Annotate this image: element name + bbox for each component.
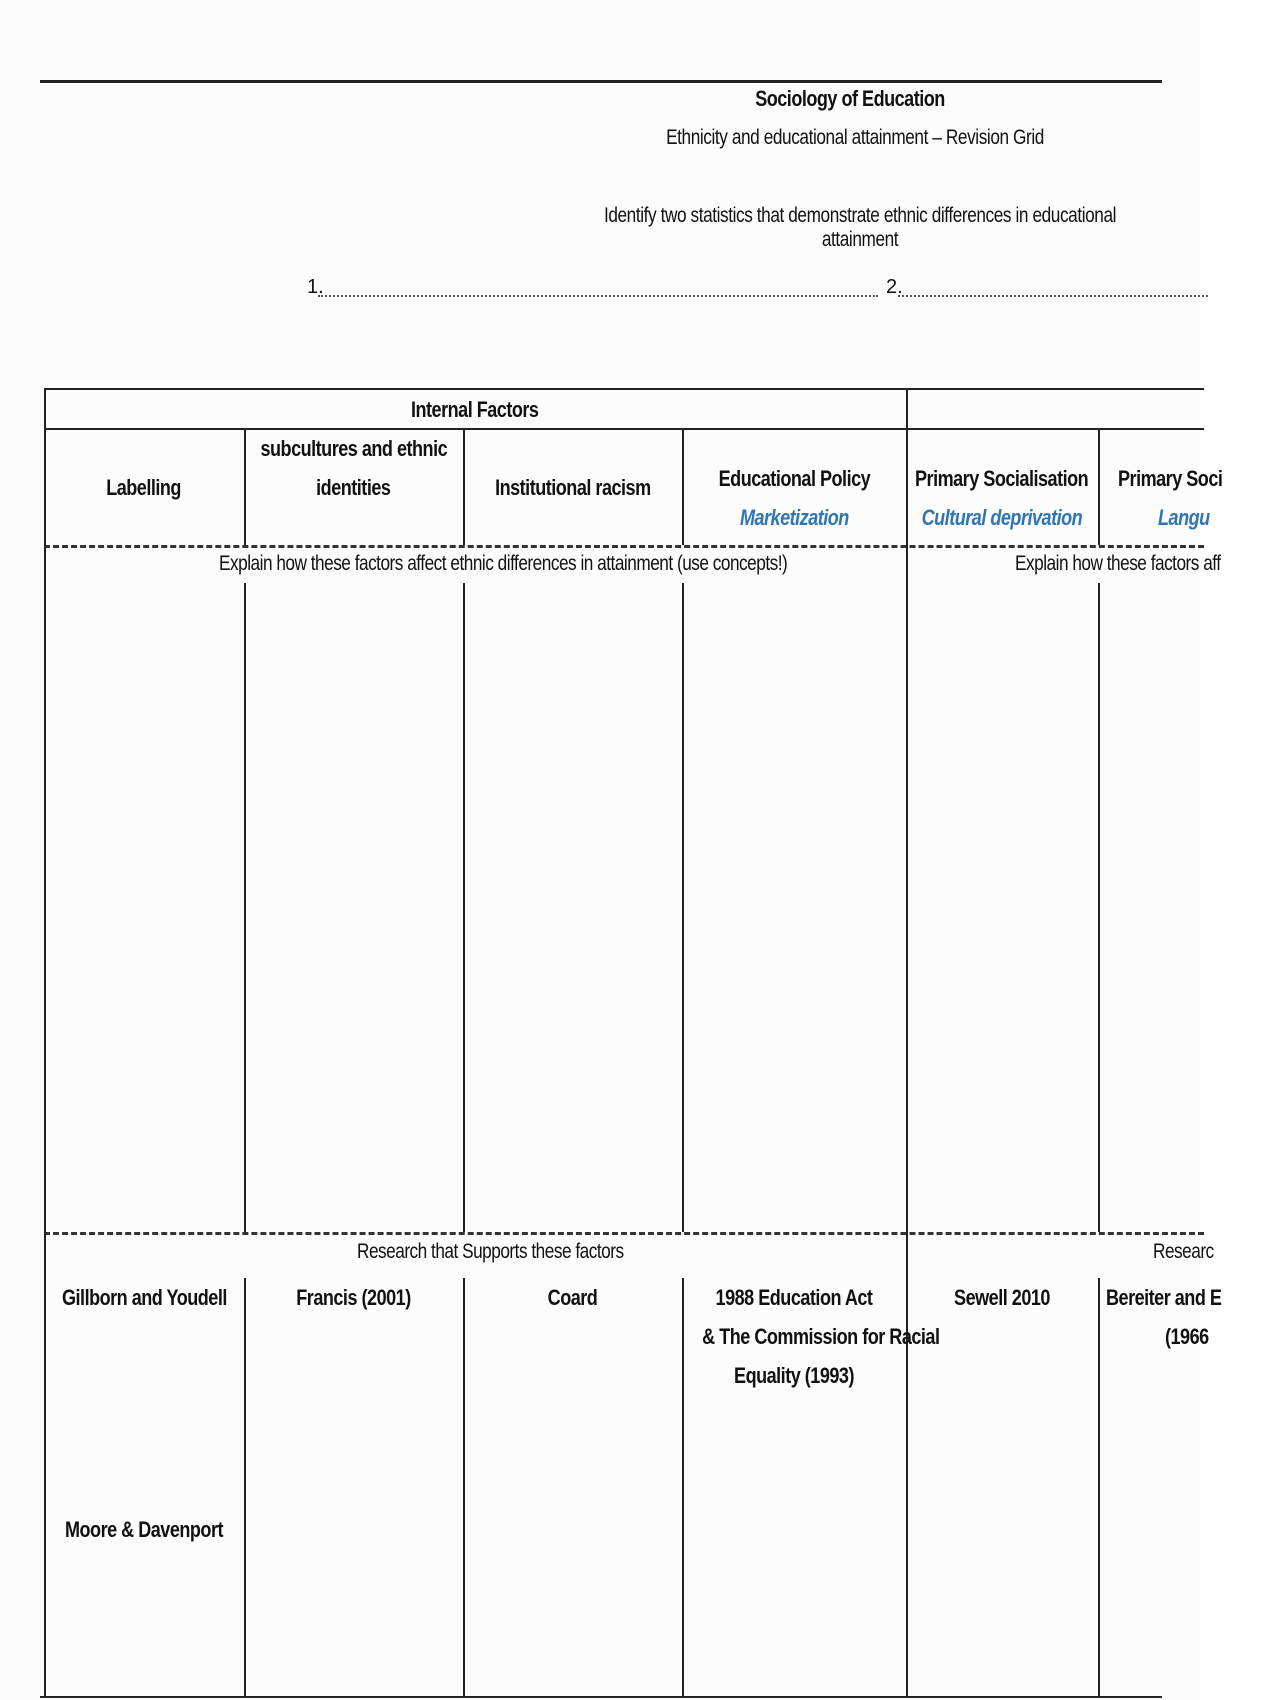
col-header-educational-policy: Educational Policy Marketization [682, 450, 906, 545]
answer-1-label: 1. [307, 276, 324, 298]
research-labelling-1: Gillborn and Youdell [62, 1285, 227, 1310]
research-external-prompt: Researc [1153, 1240, 1214, 1263]
statistics-question: Identify two statistics that demonstrate ethnic differences in educational attainment [603, 204, 1117, 251]
research-educational-policy: 1988 Education Act & The Commission for Racial Equality (1993) [702, 1285, 940, 1388]
answer-cell-labelling[interactable] [46, 585, 242, 1230]
answer-cell-institutional-racism[interactable] [465, 585, 680, 1230]
research-institutional-racism: Coard [547, 1285, 598, 1310]
research-primary-socialisation: Sewell 2010 [954, 1285, 1050, 1310]
research-internal-prompt: Research that Supports these factors [357, 1240, 624, 1263]
answer-2-label: 2. [886, 276, 903, 298]
explain-external-prompt: Explain how these factors aff [1015, 552, 1221, 575]
explain-divider [44, 545, 1204, 548]
top-rule [40, 80, 1162, 83]
col-header-primary-soci-partial: Primary Soci Langu [1118, 465, 1223, 530]
research-subcultures: Francis (2001) [296, 1285, 411, 1310]
answer-cell-primary-socialisation[interactable] [908, 585, 1096, 1230]
answer-cell-educational-policy[interactable] [684, 585, 904, 1230]
col-header-institutional-racism: Institutional racism [494, 475, 651, 500]
document-subtitle: Ethnicity and educational attainment – Revision Grid [666, 126, 1044, 149]
answer-2-line[interactable] [898, 295, 1208, 297]
col-header-subcultures: subcultures and ethnic identities [260, 436, 447, 500]
socialisation-concept-label: Cultural deprivation [921, 504, 1083, 530]
internal-factors-header: Internal Factors [411, 396, 539, 422]
policy-concept-label: Marketization [739, 504, 849, 530]
answer-cell-subcultures[interactable] [246, 585, 461, 1230]
explain-internal-prompt: Explain how these factors affect ethnic differences in attainment (use concepts!) [219, 552, 788, 575]
table-bottom-border [40, 1696, 1162, 1698]
document-title: Sociology of Education [755, 86, 945, 111]
col-header-labelling: Labelling [106, 475, 182, 500]
research-partial-column: Bereiter and E (1966 [1106, 1285, 1222, 1349]
col-divider-5b [1098, 583, 1100, 1232]
answer-1-line[interactable] [318, 295, 878, 297]
col-divider-1c [244, 1278, 246, 1696]
research-labelling-2: Moore & Davenport [64, 1517, 224, 1542]
col-divider-2c [463, 1278, 465, 1696]
research-divider [44, 1232, 1204, 1235]
col-header-primary-socialisation: Primary Socialisation Cultural deprivation [906, 450, 1098, 545]
